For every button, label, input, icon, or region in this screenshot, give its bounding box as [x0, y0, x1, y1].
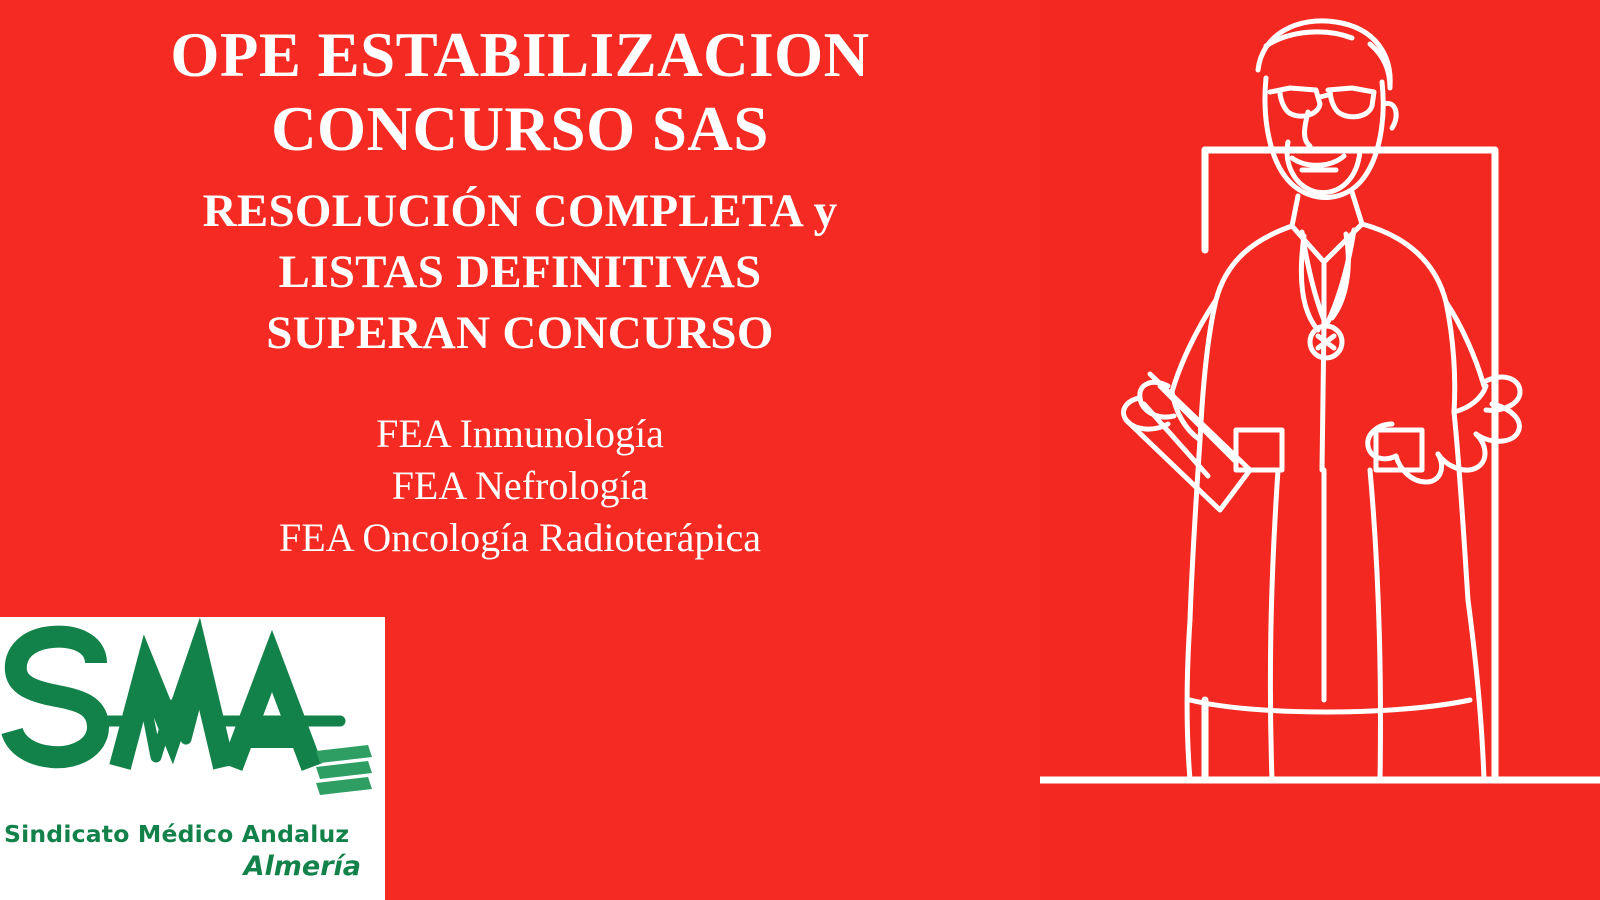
poster-subtitle	[70, 181, 970, 364]
poster-text-block	[0, 18, 1040, 564]
doctor-line-drawing-icon	[1040, 0, 1600, 900]
subhead-line-2: LISTAS DEFINITIVAS	[278, 245, 762, 298]
subhead-line-3: SUPERAN CONCURSO	[266, 306, 774, 359]
list-item: FEA Inmunología	[376, 410, 664, 456]
page-title	[80, 18, 960, 167]
headline-line-1: OPE ESTABILIZACION	[170, 20, 870, 90]
logo-card	[0, 617, 385, 900]
doctor-illustration-panel	[1040, 0, 1600, 900]
subhead-line-1: RESOLUCIÓN COMPLETA y	[202, 184, 838, 237]
specialty-list	[0, 408, 1040, 564]
list-item: FEA Nefrología	[391, 462, 649, 508]
logo-province-label: Almería	[243, 851, 361, 882]
sma-logo-icon	[0, 617, 385, 817]
list-item: FEA Oncología Radioterápica	[278, 514, 762, 560]
book-stack-icon	[316, 745, 372, 795]
headline-line-2: CONCURSO SAS	[271, 94, 769, 165]
logo-organization-label: Sindicato Médico Andaluz	[4, 820, 350, 848]
